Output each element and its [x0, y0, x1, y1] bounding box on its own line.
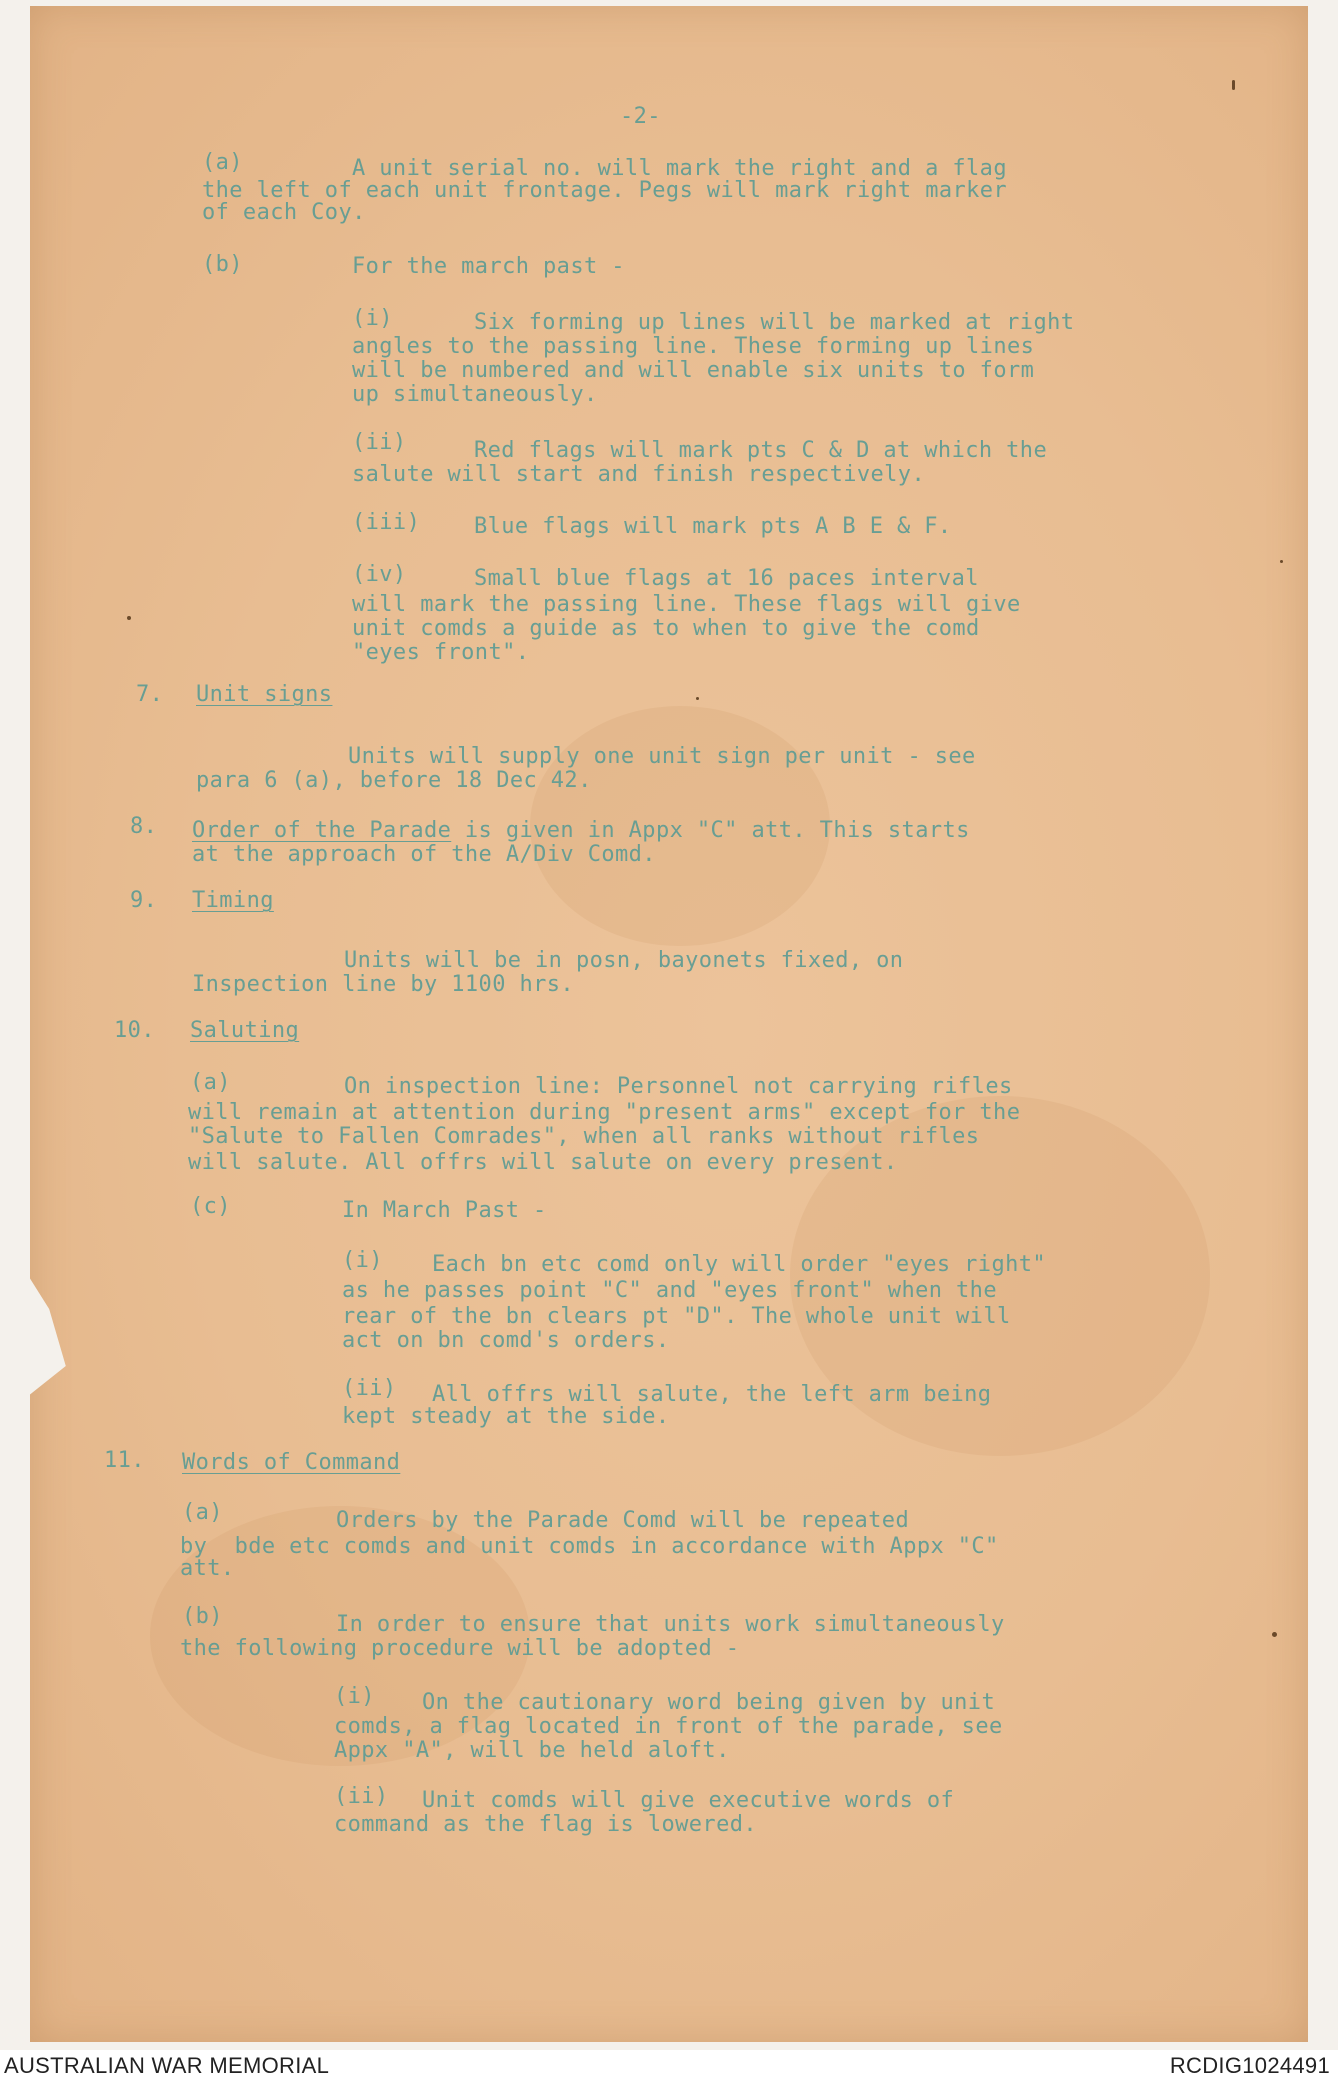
- para-9-number: 9.: [130, 888, 158, 913]
- para-6b-ii-line-2: salute will start and finish respectively.: [352, 462, 926, 487]
- para-10c-i-line-3: rear of the bn clears pt "D". The whole unit will: [342, 1304, 1011, 1329]
- para-6b-i-line-2: angles to the passing line. These forming up lines: [352, 334, 1035, 359]
- para-6b-iii-label: (iii): [352, 510, 421, 535]
- para-6a-line-1: A unit serial no. will mark the right and a flag: [352, 156, 1007, 181]
- para-7-line-1: Units will supply one unit sign per unit - see: [348, 744, 976, 769]
- para-6b-iv-line-2: will mark the passing line. These flags will give: [352, 592, 1021, 617]
- para-11b-line-2: the following procedure will be adopted -: [180, 1636, 740, 1661]
- para-11a-line-1: Orders by the Parade Comd will be repeated: [336, 1508, 910, 1533]
- para-6b-ii-label: (ii): [352, 430, 407, 455]
- footer-credit: AUSTRALIAN WAR MEMORIAL: [4, 2053, 330, 2078]
- para-11b-ii-line-1: Unit comds will give executive words of: [422, 1788, 955, 1813]
- paper-mark: [696, 697, 699, 700]
- paper-mark: [1280, 560, 1283, 563]
- para-6b-iv-line-4: "eyes front".: [352, 640, 530, 665]
- para-10c-label: (c): [190, 1194, 231, 1219]
- para-10c-i-line-2: as he passes point "C" and "eyes front" when the: [342, 1278, 997, 1303]
- paper-mark: [1232, 80, 1235, 90]
- para-6a-line-3: of each Coy.: [202, 200, 366, 225]
- paper-mark: [1272, 1632, 1277, 1637]
- para-8-line-1: [192, 818, 970, 843]
- para-9-line-2: Inspection line by 1100 hrs.: [192, 972, 575, 997]
- para-8-number: 8.: [130, 814, 158, 839]
- para-6b-iv-line-1: Small blue flags at 16 paces interval: [474, 566, 979, 591]
- para-6b-i-line-1: Six forming up lines will be marked at right: [474, 310, 1075, 335]
- para-10a-line-3: "Salute to Fallen Comrades", when all ranks without rifles: [188, 1124, 980, 1149]
- footer-record-id: RCDIG1024491: [1169, 2053, 1330, 2078]
- para-10a-label: (a): [190, 1070, 231, 1095]
- para-6b-label: (b): [202, 252, 243, 277]
- para-10a-line-2: will remain at attention during "present arms" except for the: [188, 1100, 1021, 1125]
- para-6a-line-2: the left of each unit frontage. Pegs will mark right marker: [202, 178, 1008, 203]
- para-11-number: 11.: [104, 1448, 145, 1473]
- para-10c-i-label: (i): [342, 1248, 383, 1273]
- para-11b-line-1: In order to ensure that units work simultaneously: [336, 1612, 1005, 1637]
- paper-mark: [127, 616, 131, 620]
- para-9-heading: Timing: [192, 888, 274, 913]
- para-10c-i-line-4: act on bn comd's orders.: [342, 1328, 670, 1353]
- para-11b-i-line-2: comds, a flag located in front of the parade, see: [334, 1714, 1003, 1739]
- para-6b-ii-line-1: Red flags will mark pts C & D at which the: [474, 438, 1048, 463]
- para-8-line-1-text: is given in Appx "C" att. This starts: [451, 818, 970, 843]
- para-11b-ii-line-2: command as the flag is lowered.: [334, 1812, 757, 1837]
- para-11b-i-line-1: On the cautionary word being given by unit: [422, 1690, 996, 1715]
- para-7-heading: Unit signs: [196, 682, 333, 707]
- para-10c-text: In March Past -: [342, 1198, 547, 1223]
- para-10-number: 10.: [114, 1018, 155, 1043]
- para-10c-ii-line-2: kept steady at the side.: [342, 1404, 670, 1429]
- page-number: -2-: [620, 104, 661, 129]
- para-11a-line-3: att.: [180, 1556, 235, 1581]
- para-6b-text: For the march past -: [352, 254, 625, 279]
- para-6b-iii-text: Blue flags will mark pts A B E & F.: [474, 514, 952, 539]
- para-11b-label: (b): [182, 1604, 223, 1629]
- para-10c-i-line-1: Each bn etc comd only will order "eyes right": [432, 1252, 1047, 1277]
- para-11b-i-line-3: Appx "A", will be held aloft.: [334, 1738, 730, 1763]
- para-10c-ii-label: (ii): [342, 1376, 397, 1401]
- para-6b-i-line-3: will be numbered and will enable six units to form: [352, 358, 1035, 383]
- para-8-line-2: at the approach of the A/Div Comd.: [192, 842, 656, 867]
- para-11a-line-2: by bde etc comds and unit comds in accordance with Appx "C": [180, 1534, 999, 1559]
- para-11b-i-label: (i): [334, 1684, 375, 1709]
- para-9-line-1: Units will be in posn, bayonets fixed, on: [344, 948, 904, 973]
- para-7-number: 7.: [136, 682, 164, 707]
- para-6b-i-line-4: up simultaneously.: [352, 382, 598, 407]
- para-6b-iv-label: (iv): [352, 562, 407, 587]
- para-6b-i-label: (i): [352, 306, 393, 331]
- para-11-heading: Words of Command: [182, 1450, 401, 1475]
- para-11b-ii-label: (ii): [334, 1784, 389, 1809]
- para-10c-ii-line-1: All offrs will salute, the left arm being: [432, 1382, 992, 1407]
- para-8-heading: Order of the Parade: [192, 818, 452, 843]
- para-7-line-2: para 6 (a), before 18 Dec 42.: [196, 768, 592, 793]
- para-10-heading: Saluting: [190, 1018, 300, 1043]
- para-6a-label: (a): [202, 150, 243, 175]
- para-10a-line-1: On inspection line: Personnel not carrying rifles: [344, 1074, 1013, 1099]
- para-6b-iv-line-3: unit comds a guide as to when to give the comd: [352, 616, 980, 641]
- para-10a-line-4: will salute. All offrs will salute on every present.: [188, 1150, 898, 1175]
- para-11a-label: (a): [182, 1500, 223, 1525]
